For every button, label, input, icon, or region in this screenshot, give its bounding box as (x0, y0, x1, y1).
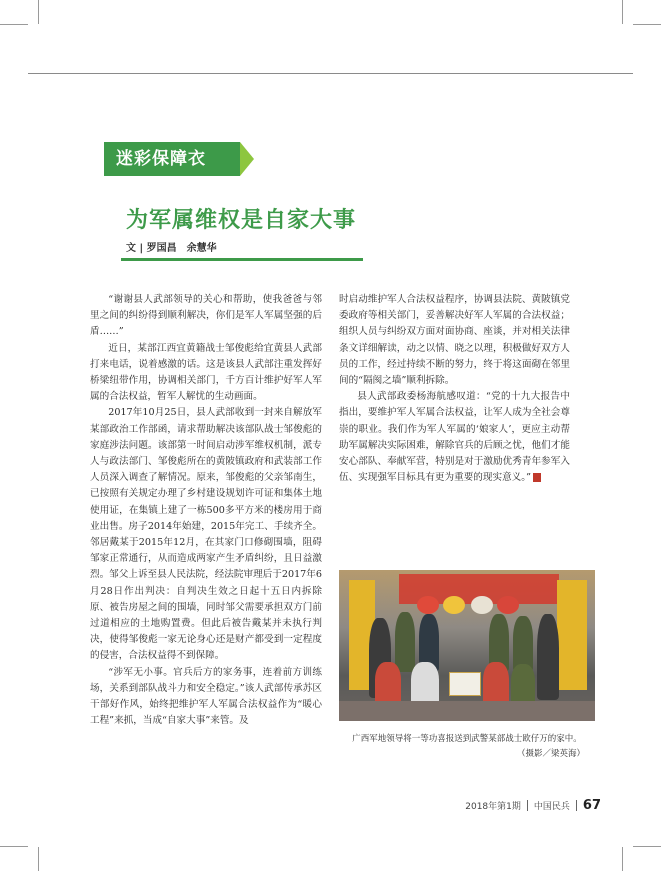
section-tag: 迷彩保障衣 (104, 142, 240, 176)
photo-person (411, 662, 439, 706)
article-title: 为军属维权是自家大事 (126, 208, 357, 233)
photo-person (375, 662, 401, 706)
paragraph: 2017年10月25日，县人武部收到一封来自解放军某部政治工作部函，请求帮助解决该部队战士邹俊彪的家庭涉法问题。该部第一时间启动涉军维权机制，派专人与政法部门、邹俊彪所在的黄陂镇政府和武装部工作人员深入调查了解情况。原来，邹俊彪的父亲邹南生，已按照有关规定办理了乡村建设规划许可证和集体土地使用证，在集镇上建了一栋500多平方米的楼房用于商业出售。房子2014年始建，2015年完工、手续齐全。邻居戴某于2015年12月，在其家门口修砌围墙，阻碍邹家正常通行，从而造成两家产生矛盾纠纷，且日益激烈。邹父上诉至县人民法院，经法院审理后于2017年6月28日作出判决：自判决生效之日起十五日内拆除原、被告房屋之间的围墙，同时邹父需要承担双方门前过道相应的土地购置费。但此后被告戴某并未执行判决，使得邹俊彪一家无论身心还是财产都受到一定程度的侵害，合法权益得不到保障。 (90, 407, 322, 662)
photo-banner-right (557, 580, 587, 690)
crop-mark (38, 847, 39, 871)
footer-divider (527, 800, 528, 811)
article-byline: 文 | 罗国昌 余慧华 (126, 243, 217, 254)
section-tag-arrow (240, 142, 254, 176)
paragraph: “谢谢县人武部领导的关心和帮助，使我爸爸与邻里之间的纠纷得到顺利解决，你们是军人军属坚强的后盾……” (90, 294, 322, 338)
crop-mark (622, 847, 623, 871)
header-rule (28, 73, 633, 74)
photo-person (483, 662, 509, 706)
footer-issue: 2018年第1期 (465, 802, 521, 812)
crop-mark (622, 0, 623, 24)
title-underline (121, 258, 363, 261)
crop-mark (633, 846, 661, 847)
photo-credit: （摄影／梁英海） (516, 749, 585, 759)
photo-person (511, 664, 535, 706)
paragraph: 近日，某部江西宜黄籍战士邹俊彪给宜黄县人武部打来电话，说着感激的话。这是该县人武部注重发挥好桥梁纽带作用，协调相关部门，千方百计维护好军人军属的合法权益，暂军人解忧的生动画面。 (90, 342, 322, 403)
footer-magazine: 中国民兵 (533, 802, 570, 812)
photo-lion-head (471, 596, 493, 614)
paragraph-last (339, 389, 570, 486)
crop-mark (38, 0, 39, 24)
crop-mark (0, 24, 28, 25)
paragraph: 时启动维护军人合法权益程序，协调县法院、黄陂镇党委政府等相关部门，妥善解决好军人军属的合法权益；组织人员与纠纷双方面对面协商、座谈，并对相关法律条文详细解读，动之以情、晓之以理，积极做好双方人员的工作，经过持续不断的努力，终于将这面砌在邻里间的“隔阂之墙”顺利拆除。 (339, 294, 570, 387)
crop-mark (0, 846, 28, 847)
photo-person (395, 612, 415, 672)
page-footer (465, 798, 601, 813)
photo-lion-head (497, 596, 519, 614)
paragraph-text: 县人武部政委杨海航感叹道：“党的十九大报告中指出，要维护军人军属合法权益，让军人成为全社会尊崇的职业。我们作为军人军属的‘娘家人’，更应主动帮助军属解决实际困难，解除官兵的后顾之忧，他们才能安心部队、奉献军营，特别是对于激励优秀青年参军入伍、实现强军目标具有更为重要的现实意义。” (339, 391, 570, 484)
photo-caption: 广西军地领导将一等功喜报送到武警某部战士欧仔万的家中。 (352, 734, 582, 744)
crop-mark (633, 24, 661, 25)
page-number: 67 (582, 798, 601, 813)
footer-divider (576, 800, 577, 811)
photo-person (537, 614, 559, 700)
left-column (90, 292, 322, 729)
article-photo (339, 570, 595, 721)
photo-lion-head (417, 596, 439, 614)
paragraph: “涉军无小事。官兵后方的家务事，连着前方训练场，关系到部队战斗力和安全稳定。”该人武部传承苏区干部好作风，始终把维护军人军属合法权益作为“暖心工程”来抓，当成“自家大事”来管。及 (90, 666, 322, 727)
photo-lion-head (443, 596, 465, 614)
right-column (339, 292, 570, 486)
photo-floor (339, 701, 595, 721)
end-mark-icon (533, 473, 541, 482)
photo-certificate (449, 672, 481, 696)
